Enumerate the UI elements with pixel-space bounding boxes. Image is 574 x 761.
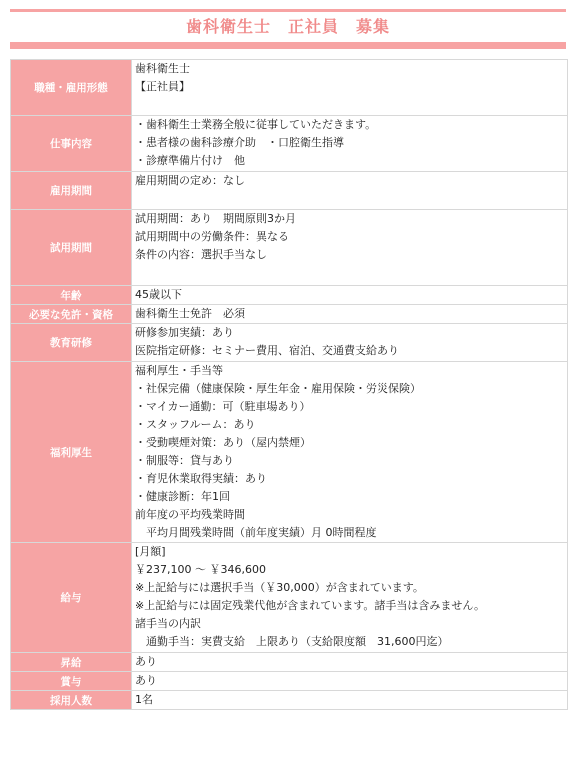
- content-line: ・制服等：貸与あり: [135, 454, 234, 467]
- row-label: 雇用期間: [11, 172, 132, 210]
- content-line: 試用期間：あり 期間原則3か月: [135, 212, 296, 225]
- table-row: [11, 672, 568, 691]
- header-bottom-rule: [10, 42, 566, 49]
- table-row: [11, 362, 568, 543]
- row-content: [132, 286, 568, 305]
- row-label: 賞与: [11, 672, 132, 691]
- row-content: [132, 672, 568, 691]
- content-line: 平均月間残業時間（前年度実績）月 0時間程度: [135, 526, 377, 539]
- table-row: [11, 691, 568, 710]
- row-label: 教育研修: [11, 324, 132, 362]
- row-label: 仕事内容: [11, 116, 132, 172]
- header-top-rule: [10, 9, 566, 12]
- row-content: [132, 362, 568, 543]
- content-line: 条件の内容：選択手当なし: [135, 248, 267, 261]
- row-content: [132, 543, 568, 653]
- row-content: [132, 691, 568, 710]
- content-line: 試用期間中の労働条件：異なる: [135, 230, 289, 243]
- table-row: [11, 653, 568, 672]
- content-line: あり: [135, 674, 157, 687]
- row-label: 年齢: [11, 286, 132, 305]
- content-line: ・スタッフルーム：あり: [135, 418, 256, 431]
- content-line: ￥237,100 ～ ￥346,600: [135, 563, 266, 576]
- row-label: 採用人数: [11, 691, 132, 710]
- content-line: ・育児休業取得実績：あり: [135, 472, 267, 485]
- row-label: 職種・雇用形態: [11, 60, 132, 116]
- job-details-table: [10, 59, 568, 710]
- content-line: 前年度の平均残業時間: [135, 508, 245, 521]
- table-row: [11, 60, 568, 116]
- content-line: ※上記給与には選択手当（￥30,000）が含まれています。: [135, 581, 424, 594]
- row-label: 給与: [11, 543, 132, 653]
- content-line: 諸手当の内訳: [135, 617, 201, 630]
- content-line: 通勤手当：実費支給 上限あり（支給限度額 31,600円迄）: [135, 635, 449, 648]
- content-line: 研修参加実績：あり: [135, 326, 234, 339]
- row-content: [132, 116, 568, 172]
- row-content: [132, 172, 568, 210]
- row-content: [132, 210, 568, 286]
- row-content: [132, 324, 568, 362]
- table-row: [11, 543, 568, 653]
- content-line: あり: [135, 655, 157, 668]
- row-label: 昇給: [11, 653, 132, 672]
- content-line: 1名: [135, 693, 153, 706]
- row-content: [132, 60, 568, 116]
- content-line: ・患者様の歯科診療介助 ・口腔衛生指導: [135, 136, 344, 149]
- table-row: [11, 172, 568, 210]
- row-content: [132, 305, 568, 324]
- table-row: [11, 324, 568, 362]
- row-label: 試用期間: [11, 210, 132, 286]
- table-row: [11, 210, 568, 286]
- content-line: 歯科衛生士: [135, 62, 190, 75]
- page-title: 歯科衛生士 正社員 募集: [185, 17, 390, 36]
- content-line: 雇用期間の定め：なし: [135, 174, 245, 187]
- content-line: ・受動喫煙対策：あり（屋内禁煙）: [135, 436, 311, 449]
- content-line: ・診療準備片付け 他: [135, 154, 245, 167]
- content-line: 福利厚生・手当等: [135, 364, 223, 377]
- content-line: 医院指定研修：セミナー費用、宿泊、交通費支給あり: [135, 344, 399, 357]
- content-line: ※上記給与には固定残業代他が含まれています。諸手当は含みません。: [135, 599, 485, 612]
- content-line: 【正社員】: [135, 80, 190, 93]
- row-label: 福利厚生: [11, 362, 132, 543]
- table-row: [11, 305, 568, 324]
- content-line: 歯科衛生士免許 必須: [135, 307, 245, 320]
- row-content: [132, 653, 568, 672]
- content-line: ・歯科衛生士業務全般に従事していただきます。: [135, 118, 377, 131]
- table-row: [11, 116, 568, 172]
- content-line: 45歳以下: [135, 288, 182, 301]
- content-line: ・社保完備（健康保険・厚生年金・雇用保険・労災保険）: [135, 382, 421, 395]
- content-line: ・健康診断：年1回: [135, 490, 230, 503]
- table-row: [11, 286, 568, 305]
- content-line: ・マイカー通勤：可（駐車場あり）: [135, 400, 311, 413]
- row-label: 必要な免許・資格: [11, 305, 132, 324]
- content-line: [月額]: [135, 545, 166, 558]
